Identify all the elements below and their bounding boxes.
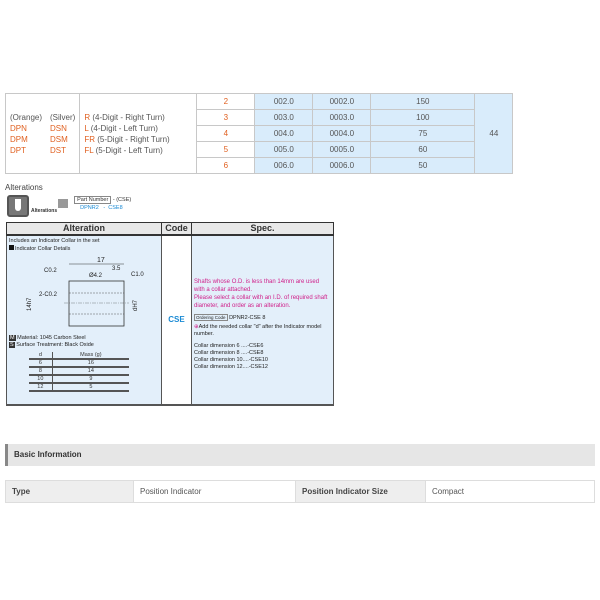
digit-count: 6	[197, 158, 255, 174]
spec-note-pink: Please select a collar with an I.D. of required shaft diameter, and order as an alteration.	[194, 294, 328, 309]
value-a: 003.0	[255, 110, 313, 126]
direction-code: R	[84, 112, 91, 122]
merged-value: 44	[475, 94, 513, 174]
value-c: 60	[371, 142, 475, 158]
direction-desc: (5-Digit - Right Turn)	[97, 134, 170, 144]
header-code: Code	[162, 223, 192, 235]
material-text: Material: 1045 Carbon Steel	[17, 334, 86, 341]
value-c: 100	[371, 110, 475, 126]
mass-cell: 9	[52, 375, 129, 383]
mass-cell: 12	[29, 383, 52, 391]
header-alteration: Alteration	[7, 223, 162, 235]
spec-table	[5, 93, 513, 174]
type-code: DSN	[50, 123, 67, 133]
example-code: CSE8	[108, 205, 123, 211]
dash: -	[103, 205, 106, 211]
silver-label: (Silver)	[50, 112, 76, 122]
ordering-code-line	[194, 314, 331, 322]
value-b: 0002.0	[313, 94, 371, 110]
mass-cell: 8	[29, 367, 52, 375]
dim-label: 14h7	[27, 297, 33, 311]
digit-count: 4	[197, 126, 255, 142]
direction-desc: (4-Digit - Right Turn)	[92, 112, 165, 122]
material-badge: M	[10, 334, 15, 341]
ordering-code-label: Ordering Code	[196, 314, 226, 320]
part-number-code: (CSE)	[116, 197, 132, 203]
alterations-table	[6, 222, 334, 406]
size-value: Compact	[426, 481, 595, 503]
size-key: Position Indicator Size	[296, 481, 426, 503]
direction-code: L	[84, 123, 89, 133]
type-code: DPN	[10, 123, 27, 133]
value-c: 50	[371, 158, 475, 174]
dash: -	[112, 197, 115, 203]
orange-label: (Orange)	[10, 112, 43, 122]
collar-option: Collar dimension 6 ....-CSE6	[194, 342, 264, 349]
collar-option: Collar dimension 8 ....-CSE8	[194, 349, 264, 356]
alterations-header	[7, 194, 131, 218]
value-b: 0004.0	[313, 126, 371, 142]
value-a: 005.0	[255, 142, 313, 158]
dim-label: C1.0	[131, 271, 144, 278]
value-c: 75	[371, 126, 475, 142]
type-code: DST	[50, 145, 66, 155]
mass-cell: 5	[52, 383, 129, 391]
part-number-label: Part Number	[74, 196, 111, 204]
header-spec: Spec.	[192, 223, 334, 235]
direction-code: FL	[84, 145, 94, 155]
material-line	[9, 335, 159, 342]
type-key: Type	[6, 481, 134, 503]
mass-cell: 10	[29, 375, 52, 383]
collar-details-label: Indicator Collar Details	[15, 245, 71, 252]
collar-option: Collar dimension 12....-CSE12	[194, 363, 268, 370]
alterations-icon	[7, 195, 29, 217]
surface-badge: S	[10, 341, 14, 348]
basic-info-heading: Basic Information	[5, 444, 595, 466]
direction-code: FR	[84, 134, 96, 144]
basic-info-table	[5, 480, 595, 503]
value-a: 006.0	[255, 158, 313, 174]
alteration-cell	[7, 235, 162, 405]
value-a: 004.0	[255, 126, 313, 142]
mass-table	[29, 352, 129, 392]
mass-cell: 6	[29, 359, 52, 367]
dim-label: 17	[97, 256, 105, 264]
dim-label: 2-C0.2	[39, 291, 58, 298]
digit-count: 3	[197, 110, 255, 126]
example-part: DPNR2	[80, 205, 99, 211]
value-b: 0005.0	[313, 142, 371, 158]
note-icon: ⊕	[194, 323, 199, 330]
part-number-block	[74, 196, 131, 212]
collar-option: Collar dimension 10....-CSE10	[194, 356, 268, 363]
ordering-code-value: DPNR2-CSE 8	[229, 314, 266, 321]
type-code: DSM	[50, 134, 68, 144]
surface-line	[9, 342, 159, 349]
collar-drawing	[9, 253, 159, 333]
mass-header: d	[29, 352, 52, 359]
table-row	[6, 481, 595, 503]
direction-desc: (5-Digit - Left Turn)	[95, 145, 163, 155]
type-value: Position Indicator	[134, 481, 296, 503]
digit-count: 5	[197, 142, 255, 158]
dim-label: dH7	[133, 299, 139, 311]
color-type-cell	[6, 94, 80, 174]
dim-label: Ø4.2	[89, 272, 103, 279]
value-a: 002.0	[255, 94, 313, 110]
type-code: DPM	[10, 134, 28, 144]
mass-header: Mass (g)	[52, 352, 129, 359]
direction-desc: (4-Digit - Left Turn)	[90, 123, 158, 133]
note-line	[194, 324, 331, 338]
note-text: Add the needed collar "d" after the Indicator model number.	[194, 323, 322, 337]
part-number-icon	[58, 199, 68, 208]
spec-note-pink: Shafts whose O.D. is less than 14mm are used with a collar attached.	[194, 278, 320, 293]
alteration-code: CSE	[162, 235, 192, 405]
alterations-icon-label: Alterations	[31, 208, 58, 214]
surface-text: Surface Treatment: Black Oxide	[16, 341, 94, 348]
mass-cell: 16	[52, 359, 129, 367]
type-code: DPT	[10, 145, 26, 155]
alteration-desc: Includes an Indicator Collar in the set	[9, 237, 100, 244]
dim-label: C0.2	[44, 267, 57, 274]
mass-cell: 14	[52, 367, 129, 375]
alterations-title: Alterations	[5, 183, 43, 192]
square-bullet-icon	[9, 245, 14, 250]
collar-details-heading	[9, 245, 159, 253]
value-b: 0003.0	[313, 110, 371, 126]
value-c: 150	[371, 94, 475, 110]
spec-cell	[192, 235, 334, 405]
dim-label: 3.5	[112, 265, 121, 272]
direction-cell	[80, 94, 197, 174]
value-b: 0006.0	[313, 158, 371, 174]
digit-count: 2	[197, 94, 255, 110]
